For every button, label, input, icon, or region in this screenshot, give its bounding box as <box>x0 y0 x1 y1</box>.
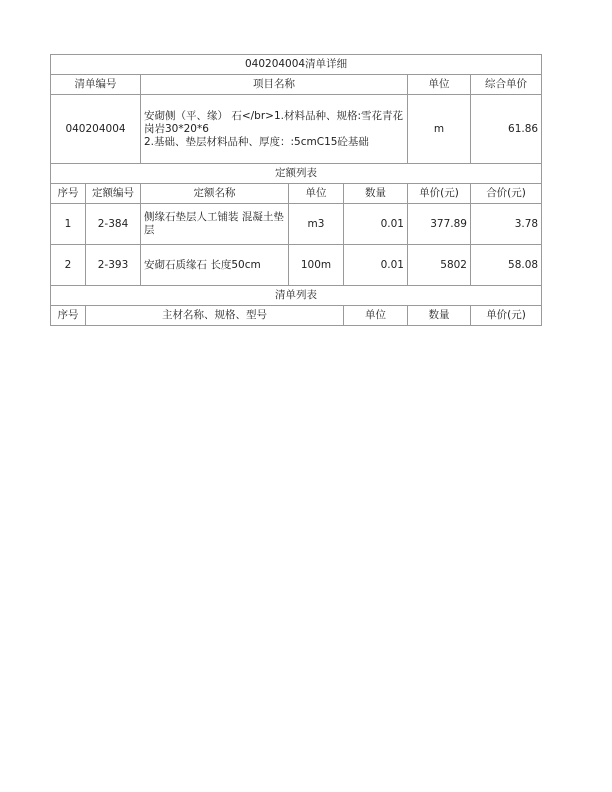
quota-no: 1 <box>51 204 86 245</box>
quota-price: 5802 <box>408 245 471 286</box>
quota-header-no: 序号 <box>51 184 86 204</box>
materials-header-no: 序号 <box>51 306 86 326</box>
quota-code: 2-384 <box>86 204 141 245</box>
quota-qty: 0.01 <box>344 245 408 286</box>
quota-row <box>51 204 542 245</box>
quota-section-title: 定额列表 <box>51 164 542 184</box>
quota-price: 377.89 <box>408 204 471 245</box>
quota-name: 安砌石质缘石 长度50cm <box>141 245 289 286</box>
quota-header-total: 合价(元) <box>471 184 542 204</box>
bill-unit-header: 单位 <box>408 75 471 95</box>
bill-unit: m <box>408 95 471 164</box>
bill-code-header: 清单编号 <box>51 75 141 95</box>
quota-code: 2-393 <box>86 245 141 286</box>
bill-code: 040204004 <box>51 95 141 164</box>
bill-price-header: 综合单价 <box>471 75 542 95</box>
quota-header-price: 单价(元) <box>408 184 471 204</box>
page-title: 040204004清单详细 <box>51 55 542 75</box>
materials-header-price: 单价(元) <box>471 306 542 326</box>
quota-no: 2 <box>51 245 86 286</box>
quota-header-qty: 数量 <box>344 184 408 204</box>
bill-name: 安砌侧（平、缘） 石</br>1.材料品种、规格:雪花青花岗岩30*20*6 2.基础、垫层材料品种、厚度：:5cmC15砼基础 <box>141 95 408 164</box>
materials-header-name: 主材名称、规格、型号 <box>86 306 344 326</box>
quota-total: 58.08 <box>471 245 542 286</box>
quota-qty: 0.01 <box>344 204 408 245</box>
bill-detail-table <box>50 54 542 326</box>
quota-row <box>51 245 542 286</box>
quota-unit: 100m <box>289 245 344 286</box>
quota-name: 侧缘石垫层人工铺装 混凝土垫层 <box>141 204 289 245</box>
quota-header-name: 定额名称 <box>141 184 289 204</box>
bill-price: 61.86 <box>471 95 542 164</box>
quota-total: 3.78 <box>471 204 542 245</box>
bill-name-header: 项目名称 <box>141 75 408 95</box>
quota-header-unit: 单位 <box>289 184 344 204</box>
quota-header-code: 定额编号 <box>86 184 141 204</box>
materials-section-title: 清单列表 <box>51 286 542 306</box>
materials-header-qty: 数量 <box>408 306 471 326</box>
materials-header-unit: 单位 <box>344 306 408 326</box>
quota-unit: m3 <box>289 204 344 245</box>
